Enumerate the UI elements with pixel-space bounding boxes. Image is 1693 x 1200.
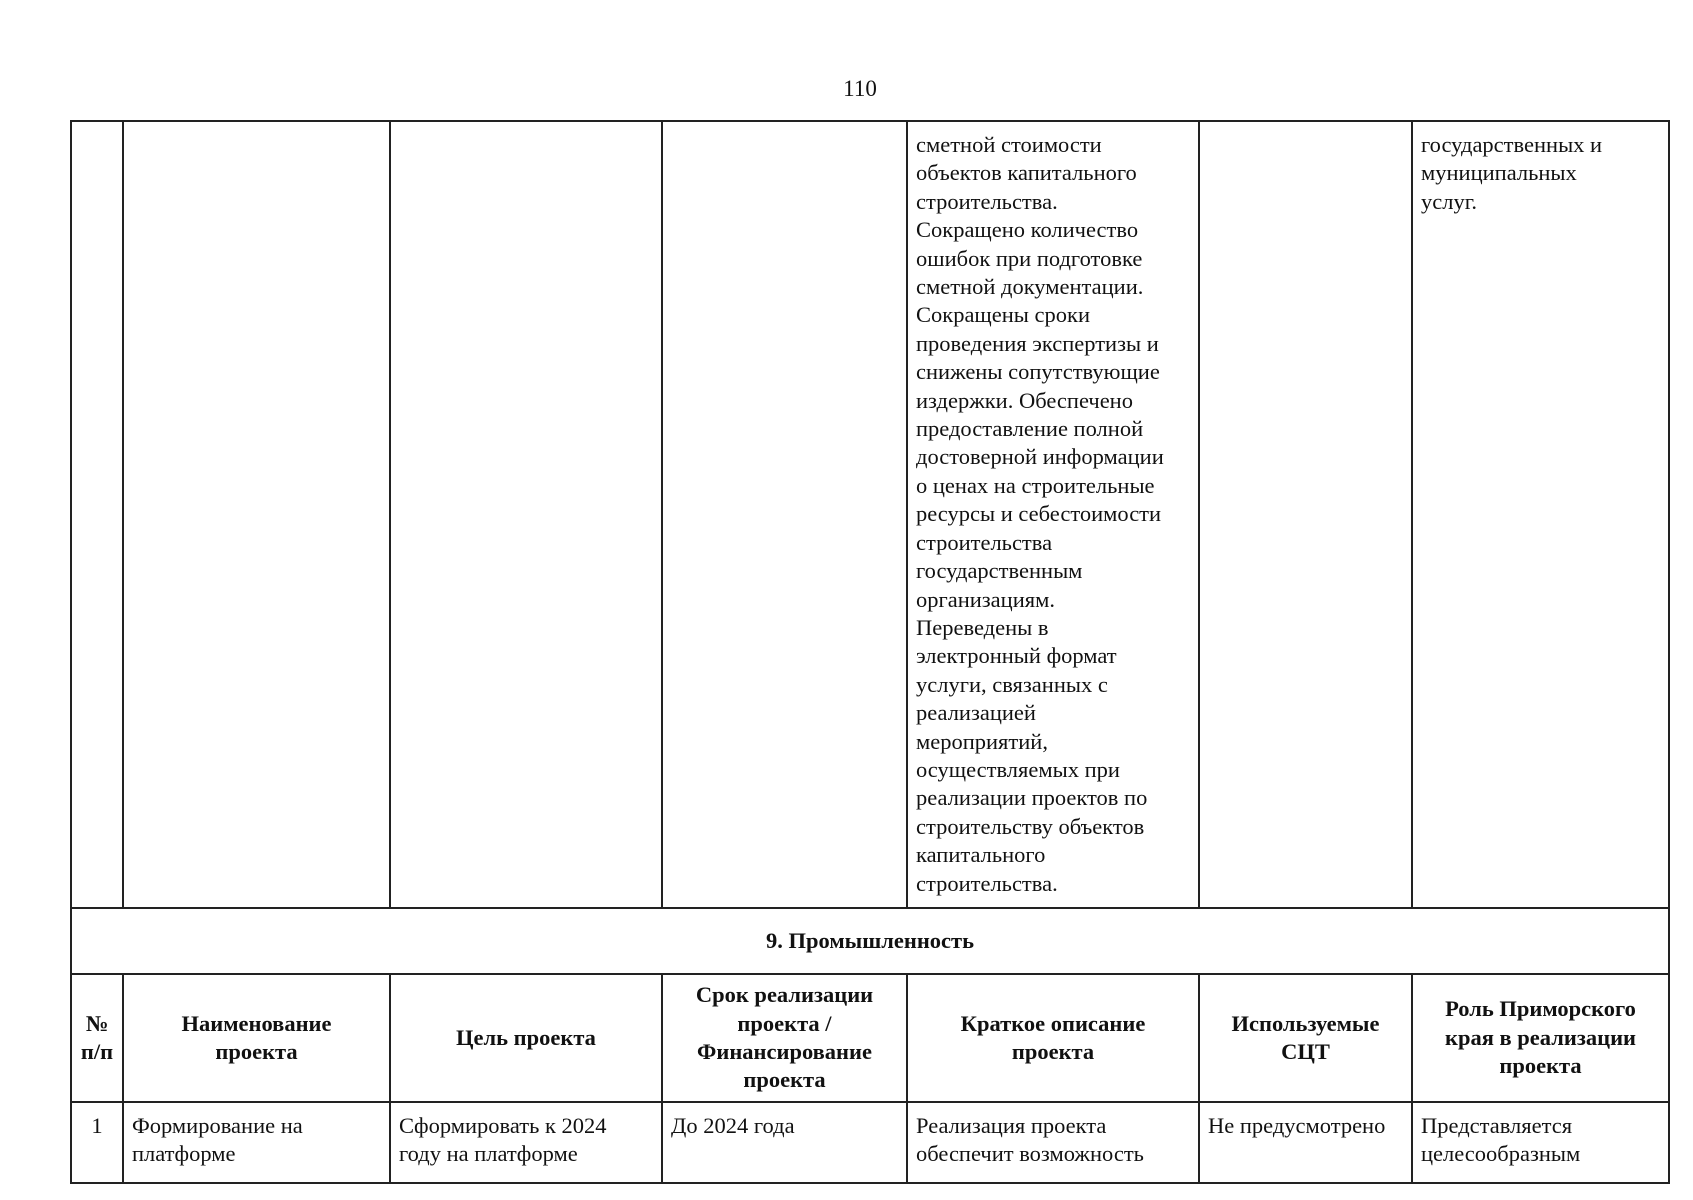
continuation-role-cell: государственных и муниципальных услуг. (1412, 121, 1669, 908)
row-term-cell: До 2024 года (662, 1102, 907, 1183)
row-goal-cell: Сформировать к 2024 году на платформе (390, 1102, 662, 1183)
row-tech-cell: Не предусмотрено (1199, 1102, 1412, 1183)
section-title: 9. Промышленность (71, 908, 1669, 974)
row-description-cell: Реализация проекта обеспечит возможность (907, 1102, 1199, 1183)
row-role-cell: Представляется целесообразным (1412, 1102, 1669, 1183)
continuation-name-cell (123, 121, 390, 908)
continuation-row (71, 121, 1669, 908)
section-row (71, 908, 1669, 974)
header-goal: Цель проекта (390, 974, 662, 1102)
continuation-tech-cell (1199, 121, 1412, 908)
row-name-cell: Формирование на платформе (123, 1102, 390, 1183)
header-description: Краткое описание проекта (907, 974, 1199, 1102)
projects-table (70, 120, 1670, 1184)
page-number: 110 (843, 76, 877, 101)
header-role: Роль Приморского края в реализации проекта (1412, 974, 1669, 1102)
header-tech: Используемые СЦТ (1199, 974, 1412, 1102)
continuation-term-cell (662, 121, 907, 908)
header-name: Наименование проекта (123, 974, 390, 1102)
header-term: Срок реализации проекта / Финансирование проекта (662, 974, 907, 1102)
table-row (71, 1102, 1669, 1183)
continuation-num-cell (71, 121, 123, 908)
row-num-cell: 1 (71, 1102, 123, 1183)
header-num: № п/п (71, 974, 123, 1102)
continuation-description-cell: сметной стоимости объектов капитального строительства. Сокращено количество ошибок при подготовке сметной документации. Сокращены сроки проведения экспертизы и снижены сопутствующие издержки. Обеспечено предоставление полной достоверной информации о ценах на строительные ресурсы и себестоимости строительства государственным организациям. Переведены в электронный формат услуги, связанных с реализацией мероприятий, осуществляемых при реализации проектов по строительству объектов капитального строительства. (907, 121, 1199, 908)
continuation-goal-cell (390, 121, 662, 908)
table-header-row (71, 974, 1669, 1102)
